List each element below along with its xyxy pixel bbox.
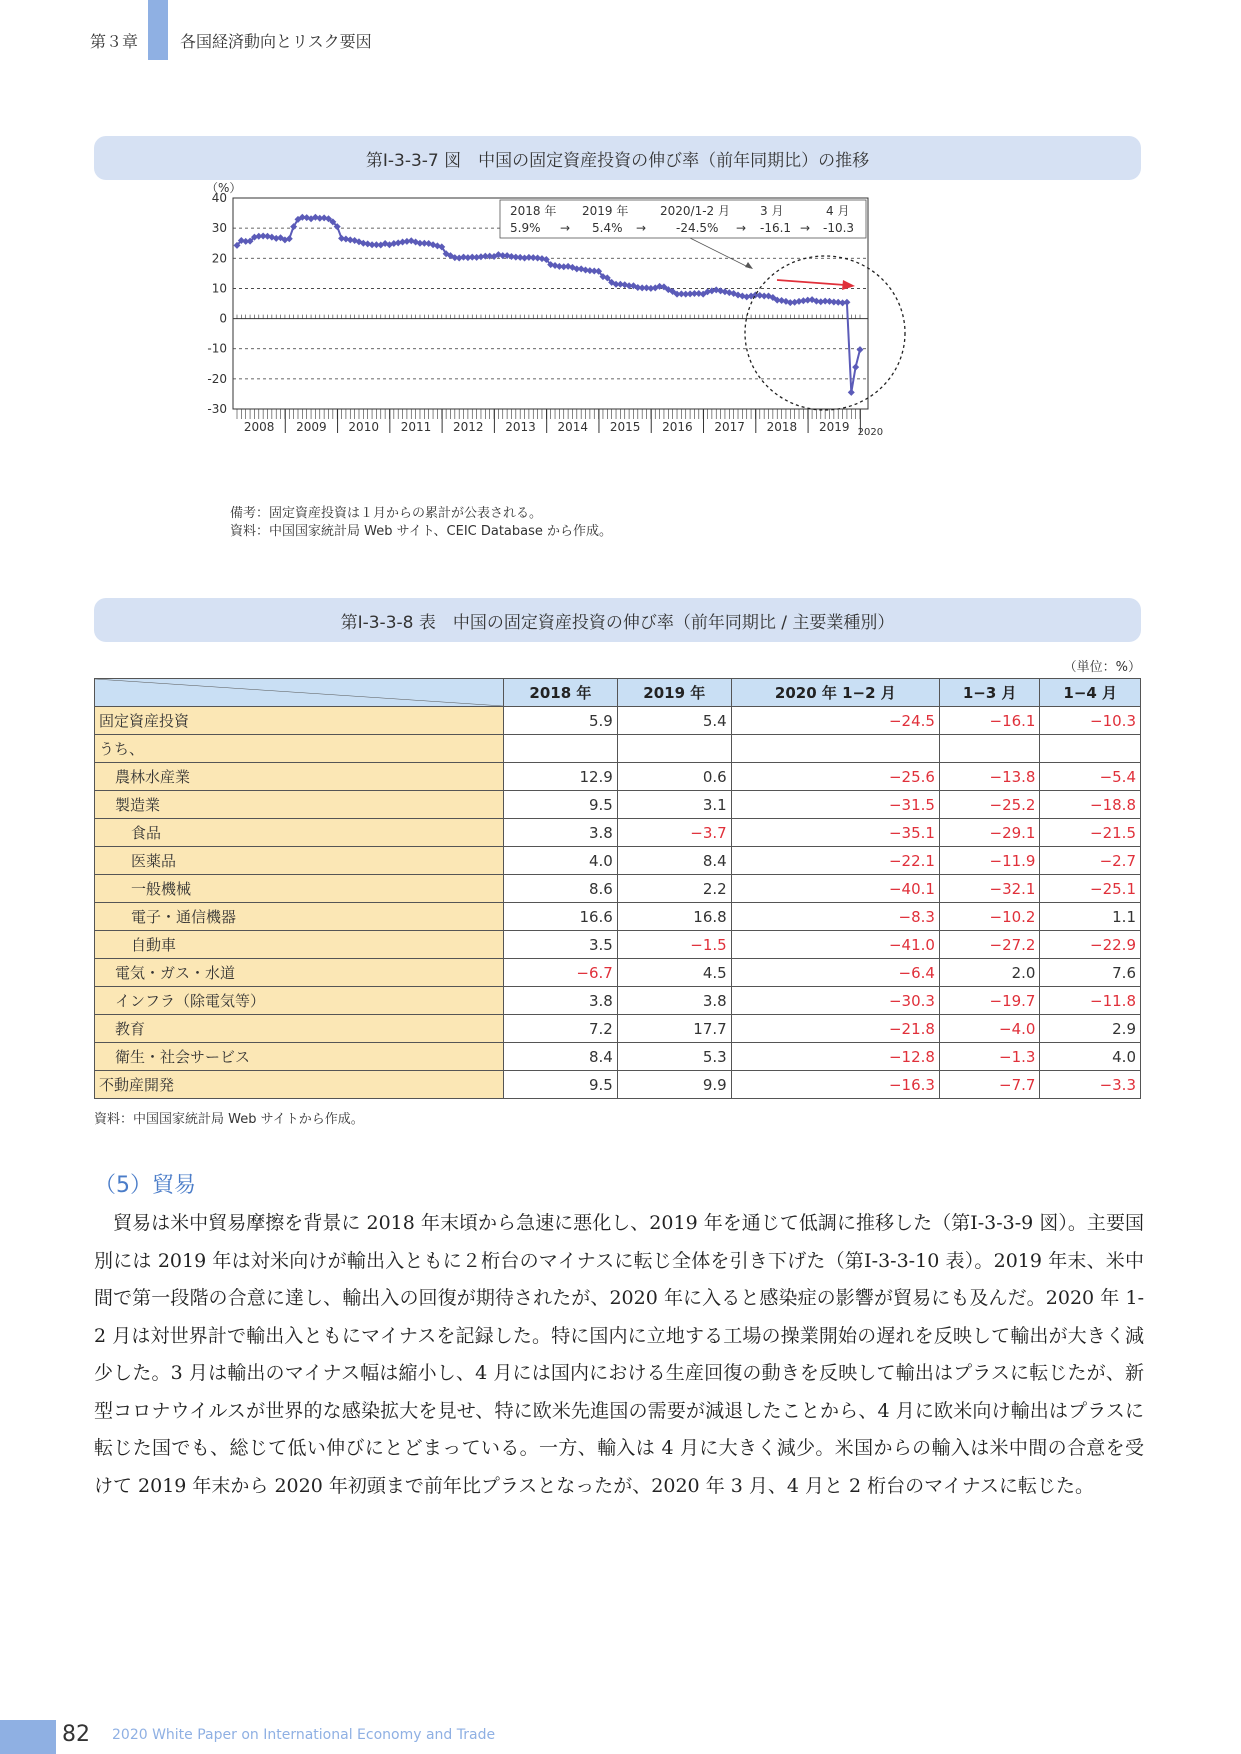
table-cell: 3.5 [504, 931, 618, 959]
chapter-title: 各国経済動向とリスク要因 [180, 32, 372, 51]
annotation-label: 2020/1-2 月 [660, 204, 730, 218]
table-cell: −24.5 [731, 707, 939, 735]
y-axis-label: （%） [206, 181, 242, 195]
table-cell: −30.3 [731, 987, 939, 1015]
row-label: 電気・ガス・水道 [95, 959, 504, 987]
table-cell: −11.8 [1040, 987, 1141, 1015]
row-label: インフラ（除電気等） [95, 987, 504, 1015]
x-tick-label: 2011 [400, 420, 432, 434]
table-cell: −35.1 [731, 819, 939, 847]
table-row [95, 987, 1141, 1015]
y-tick-label: -10 [207, 341, 227, 356]
table-cell: −21.5 [1040, 819, 1141, 847]
data-point [848, 389, 855, 396]
annotation-label: 4 月 [826, 204, 850, 218]
y-tick-label: 40 [211, 191, 227, 205]
table-row [95, 903, 1141, 931]
row-label: 不動産開発 [95, 1071, 504, 1099]
table-cell: −10.2 [939, 903, 1040, 931]
figure-source: 資料：中国国家統計局 Web サイト、CEIC Database から作成。 [230, 524, 613, 539]
data-point [843, 299, 850, 306]
x-tick-label: 2008 [243, 420, 275, 434]
table-cell: −40.1 [731, 875, 939, 903]
row-label: 自動車 [95, 931, 504, 959]
table-cell: −10.3 [1040, 707, 1141, 735]
table-cell: 3.8 [617, 987, 731, 1015]
y-tick-label: 30 [211, 221, 227, 236]
table-row [95, 1071, 1141, 1099]
table-cell: −5.4 [1040, 763, 1141, 791]
table-row [95, 819, 1141, 847]
x-tick-label: 2020 [857, 427, 884, 438]
table-cell: 5.3 [617, 1043, 731, 1071]
row-label: 固定資産投資 [95, 707, 504, 735]
table-cell: −25.1 [1040, 875, 1141, 903]
chart-svg [200, 180, 1000, 510]
annotation-label: 2018 年 [510, 204, 557, 218]
table-unit: （単位：%） [1063, 660, 1141, 675]
page-number: 82 [62, 1722, 90, 1747]
data-point [857, 346, 864, 353]
x-tick-label: 2009 [296, 420, 327, 434]
table-cell: 7.2 [504, 1015, 618, 1043]
table-cell: −13.8 [939, 763, 1040, 791]
footer-accent-bar [0, 1720, 56, 1754]
diagonal-line [95, 679, 503, 706]
table-cell: 5.9 [504, 707, 618, 735]
table-row [95, 875, 1141, 903]
row-label: 一般機械 [95, 875, 504, 903]
table-cell: −41.0 [731, 931, 939, 959]
row-label: 医薬品 [95, 847, 504, 875]
table-cell: 2.0 [939, 959, 1040, 987]
table-cell: −25.6 [731, 763, 939, 791]
annotation-value: → [636, 221, 647, 235]
annotation-label: 2019 年 [582, 204, 629, 218]
highlight-circle [745, 256, 905, 410]
table-cell: −25.2 [939, 791, 1040, 819]
column-header: 2018 年 [504, 679, 618, 707]
table-header-row [95, 679, 1141, 707]
table-row [95, 791, 1141, 819]
x-tick-label: 2013 [505, 420, 536, 434]
table-row [95, 931, 1141, 959]
table-cell: 1.1 [1040, 903, 1141, 931]
table-caption: 第Ⅰ-3-3-8 表 中国の固定資産投資の伸び率（前年同期比 / 主要業種別） [94, 598, 1141, 642]
table-cell: −6.7 [504, 959, 618, 987]
data-point [852, 364, 859, 371]
x-tick-label: 2017 [714, 420, 745, 434]
y-tick-label: 0 [219, 311, 227, 326]
table-cell: −2.7 [1040, 847, 1141, 875]
investment-growth-chart [200, 180, 1000, 510]
table-cell: −31.5 [731, 791, 939, 819]
column-header: 2020 年 1−2 月 [731, 679, 939, 707]
table-cell: −18.8 [1040, 791, 1141, 819]
table-cell: −16.3 [731, 1071, 939, 1099]
row-label: 食品 [95, 819, 504, 847]
table-cell: 3.1 [617, 791, 731, 819]
table-cell: −1.5 [617, 931, 731, 959]
table-cell: −3.3 [1040, 1071, 1141, 1099]
table-row [95, 1015, 1141, 1043]
x-tick-label: 2019 [818, 420, 850, 434]
corner-cell [95, 679, 504, 707]
table-row [95, 847, 1141, 875]
column-header: 2019 年 [617, 679, 731, 707]
table-cell: 12.9 [504, 763, 618, 791]
table-cell: 9.5 [504, 791, 618, 819]
table-cell: −21.8 [731, 1015, 939, 1043]
chapter-number: 第３章 [90, 32, 139, 51]
table-cell [939, 735, 1040, 763]
table-cell: −8.3 [731, 903, 939, 931]
annotation-value: 5.4% [592, 221, 623, 235]
table-cell: −1.3 [939, 1043, 1040, 1071]
table-cell: 4.0 [1040, 1043, 1141, 1071]
table-source: 資料：中国国家統計局 Web サイトから作成。 [94, 1112, 364, 1127]
footer-title: 2020 White Paper on International Economy and Trade [112, 1727, 496, 1743]
table-cell: −19.7 [939, 987, 1040, 1015]
table-cell: 16.6 [504, 903, 618, 931]
chapter-accent-bar [148, 0, 168, 60]
investment-growth-table [94, 678, 1141, 1099]
annotation-value: → [560, 221, 571, 235]
row-label: 教育 [95, 1015, 504, 1043]
y-tick-label: -30 [207, 402, 227, 416]
table-row [95, 959, 1141, 987]
x-tick-label: 2012 [452, 420, 484, 434]
y-tick-label: 20 [211, 251, 227, 266]
table-cell [731, 735, 939, 763]
table-cell: 8.4 [617, 847, 731, 875]
annotation-value: -16.1 [760, 221, 792, 235]
table-cell: −32.1 [939, 875, 1040, 903]
figure-caption: 第Ⅰ-3-3-7 図 中国の固定資産投資の伸び率（前年同期比）の推移 [94, 136, 1141, 180]
table-cell: 2.9 [1040, 1015, 1141, 1043]
table-cell: −12.8 [731, 1043, 939, 1071]
table-row [95, 735, 1141, 763]
table-cell [504, 735, 618, 763]
table-cell: −6.4 [731, 959, 939, 987]
annotation-value: → [800, 221, 811, 235]
table-cell: 7.6 [1040, 959, 1141, 987]
row-label: 衛生・社会サービス [95, 1043, 504, 1071]
x-tick-label: 2018 [766, 420, 798, 434]
x-tick-label: 2015 [609, 420, 641, 434]
table-cell: 4.0 [504, 847, 618, 875]
annotation-pointer [690, 238, 750, 268]
row-label: 農林水産業 [95, 763, 504, 791]
table-cell: 5.4 [617, 707, 731, 735]
row-label: 製造業 [95, 791, 504, 819]
annotation-value: -24.5% [676, 221, 719, 235]
column-header: 1−4 月 [1040, 679, 1141, 707]
x-tick-label: 2010 [348, 420, 379, 434]
table-cell: −3.7 [617, 819, 731, 847]
table-cell: 4.5 [617, 959, 731, 987]
x-tick-label: 2014 [557, 420, 589, 434]
y-tick-label: -20 [207, 371, 227, 386]
x-tick-label: 2016 [662, 420, 693, 434]
table-cell: 8.4 [504, 1043, 618, 1071]
table-cell: 3.8 [504, 987, 618, 1015]
series-line [237, 217, 860, 392]
table-cell [617, 735, 731, 763]
figure-note: 備考：固定資産投資は１月からの累計が公表される。 [230, 506, 543, 521]
y-tick-label: 10 [211, 281, 227, 296]
table-cell: −11.9 [939, 847, 1040, 875]
annotation-value: -10.3 [823, 221, 855, 235]
table-row [95, 707, 1141, 735]
section-title: （5）貿易 [94, 1173, 196, 1198]
table-cell: 0.6 [617, 763, 731, 791]
trend-arrow [777, 280, 845, 285]
table-cell: −29.1 [939, 819, 1040, 847]
table-cell: 3.8 [504, 819, 618, 847]
row-label: うち、 [95, 735, 504, 763]
table-cell [1040, 735, 1141, 763]
table-cell: −22.9 [1040, 931, 1141, 959]
table-cell: 8.6 [504, 875, 618, 903]
table-cell: 2.2 [617, 875, 731, 903]
table-cell: 17.7 [617, 1015, 731, 1043]
table-cell: −4.0 [939, 1015, 1040, 1043]
annotation-label: 3 月 [760, 204, 784, 218]
table-cell: −7.7 [939, 1071, 1040, 1099]
table-cell: 16.8 [617, 903, 731, 931]
table-cell: −16.1 [939, 707, 1040, 735]
annotation-value: → [736, 221, 747, 235]
table-cell: 9.9 [617, 1071, 731, 1099]
table-cell: 9.5 [504, 1071, 618, 1099]
page-header [0, 0, 1241, 80]
row-label: 電子・通信機器 [95, 903, 504, 931]
table-row [95, 1043, 1141, 1071]
table-cell: −27.2 [939, 931, 1040, 959]
table-row [95, 763, 1141, 791]
section-body [94, 1205, 1144, 1505]
annotation-value: 5.9% [510, 221, 541, 235]
section-paragraph: 貿易は米中貿易摩擦を背景に 2018 年末頃から急速に悪化し、2019 年を通じて低調に推移した（第Ⅰ-3-3-9 図）。主要国別には 2019 年は対米向けが輸出入ともに２桁台のマイナスに転じ全体を引き下げた（第Ⅰ-3-3-10 表）。2019 年末、米中間で第一段階の合意に達し、輸出入の回復が期待されたが、2020 年に入ると感染症の影響が貿易にも及んだ。2020 年 1-2 月は対世界計で輸出入ともにマイナスを記録した。特に国内に立地する工場の操業開始の遅れを反映して輸出が大きく減少した。3 月は輸出のマイナス幅は縮小し、4 月には国内における生産回復の動きを反映して輸出はプラスに転じたが、新型コロナウイルスが世界的な感染拡大を見せ、特に欧米先進国の需要が減退したことから、4 月に欧米向け輸出はプラスに転じた国でも、総じて低い伸びにとどまっている。一方、輸入は 4 月に大きく減少。米国からの輸入は米中間の合意を受けて 2019 年末から 2020 年初頭まで前年比プラスとなったが、2020 年 3 月、4 月と 2 桁台のマイナスに転じた。 [94, 1212, 1144, 1497]
column-header: 1−3 月 [939, 679, 1040, 707]
table-cell: −22.1 [731, 847, 939, 875]
annotation-pointer-head [745, 262, 753, 269]
